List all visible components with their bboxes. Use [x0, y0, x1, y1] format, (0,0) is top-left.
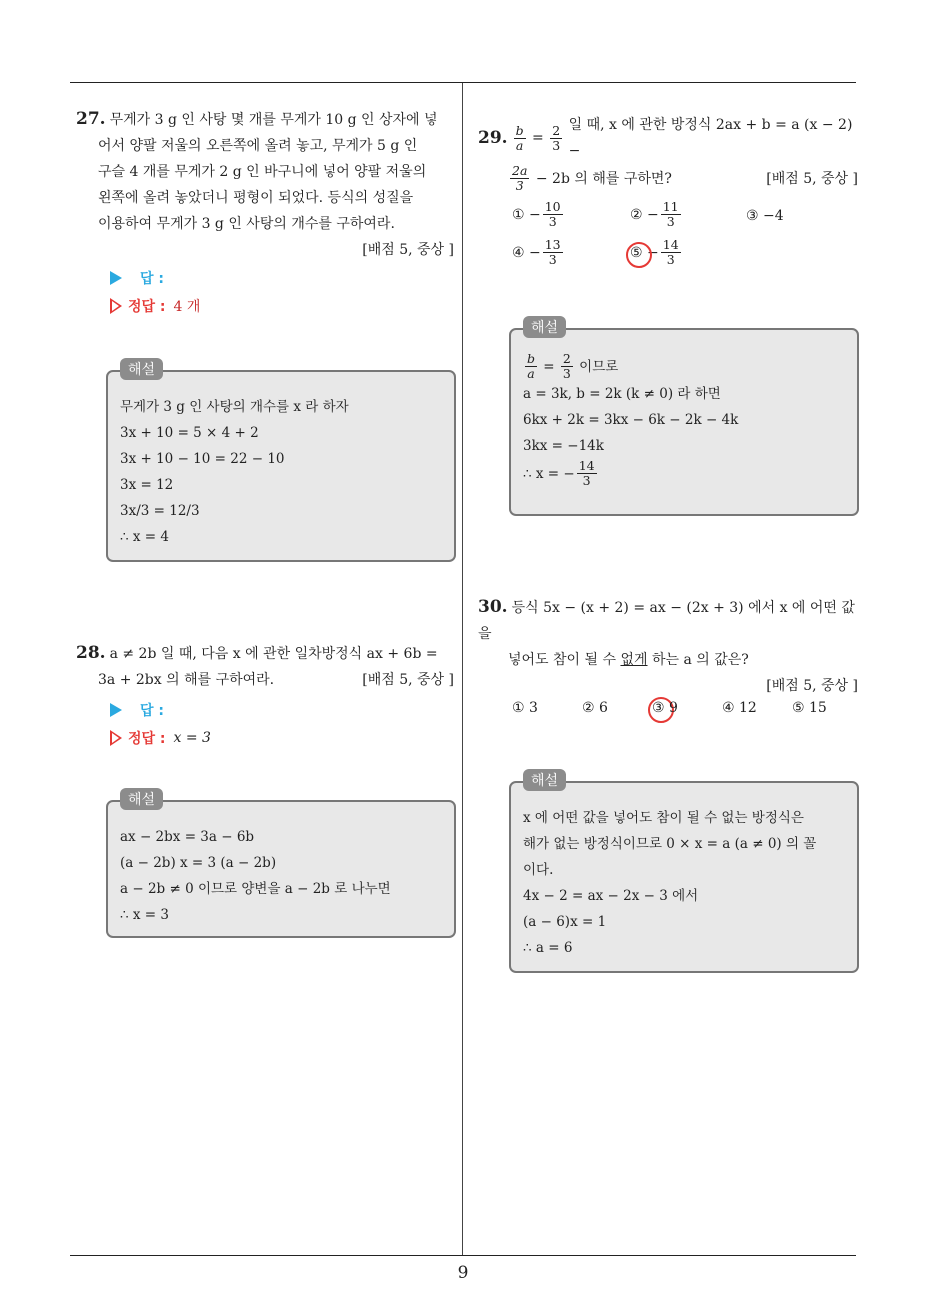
solution-line: 해가 없는 방정식이므로 0 × x = a (a ≠ 0) 의 꼴: [523, 836, 817, 852]
solution-tag: 해설: [523, 316, 566, 338]
choice-2[interactable]: ② − $\frac{11}{3}$: [630, 199, 679, 229]
solution-line: ax − 2bx = 3a − 6b: [120, 829, 255, 845]
solution-box: 해설 $\frac{b}{a}$ = $\frac{2}{3}$ 이므로 a = 3k, b = 2k (k ≠ 0) 라 하면 6kx + 2k = 3kx − 6k − 2k − 4k 3kx = −14k ∴ x = − $\frac{14}{3}$: [509, 328, 859, 516]
solution-box: [106, 792, 456, 938]
solution-line: x 에 어떤 값을 넣어도 참이 될 수 없는 방정식은: [523, 810, 804, 826]
fraction-2-over-3: $\frac{2}{3}$: [552, 122, 561, 153]
solution-line: 3x + 10 − 10 = 22 − 10: [120, 451, 285, 467]
fraction-2a-over-3: $\frac{2a}{3}$: [512, 163, 528, 193]
solution-line: 무게가 3 g 인 사탕의 개수를 x 라 하자: [120, 399, 349, 415]
answer-row: [110, 700, 164, 720]
question-number: 28.: [76, 643, 106, 663]
question-text: 어서 양팔 저울의 오른쪽에 올려 놓고, 무게가 5 g 인: [98, 138, 418, 154]
points-label: [배점 5, 중상 ]: [362, 672, 454, 688]
solution-line: 3x/3 = 12/3: [120, 503, 200, 519]
correct-answer-label: 정답 :: [128, 731, 166, 747]
solution-line: 3x = 12: [120, 477, 174, 493]
choice-1[interactable]: ① 3: [512, 700, 538, 716]
question-27: [76, 106, 454, 263]
choice-5[interactable]: ⑤ 15: [792, 700, 827, 716]
question-number: 30.: [478, 597, 508, 617]
question-28: [76, 640, 454, 693]
play-outline-icon: [110, 730, 122, 746]
top-rule: [70, 82, 856, 83]
choice-4[interactable]: ④ − $\frac{13}{3}$: [512, 237, 561, 267]
question-number: 27.: [76, 109, 106, 129]
solution-line: 이다.: [523, 862, 554, 878]
column-divider: [462, 83, 463, 1255]
bottom-rule: [70, 1255, 856, 1256]
choice-1[interactable]: ① − $\frac{10}{3}$: [512, 199, 561, 229]
question-number: 29.: [478, 128, 508, 148]
question-text: 이용하여 무게가 3 g 인 사탕의 개수를 구하여라.: [98, 216, 395, 232]
question-text: 3a + 2bx 의 해를 구하여라.: [98, 672, 275, 688]
choice-3[interactable]: ③ 9: [652, 700, 678, 716]
answer-label: 답 :: [140, 703, 164, 719]
choices-30: [512, 700, 852, 730]
answer-row: [110, 268, 164, 288]
solution-line: 3kx = −14k: [523, 438, 604, 454]
solution-line: 6kx + 2k = 3kx − 6k − 2k − 4k: [523, 412, 739, 428]
choice-5[interactable]: ⑤ − $\frac{14}{3}$: [630, 238, 683, 267]
points-label: [배점 5, 중상 ]: [362, 242, 454, 258]
points-label: [배점 5, 중상 ]: [766, 678, 858, 694]
choice-4[interactable]: ④ 12: [722, 700, 757, 716]
question-text: 무게가 3 g 인 사탕 몇 개를 무게가 10 g 인 상자에 넣: [109, 112, 438, 128]
choice-2[interactable]: ② 6: [582, 700, 608, 716]
question-29: 29. $\frac{b}{a}$ = $\frac{2}{3}$ 일 때, x 에 관한 방정식 2ax + b = a (x − 2) − $\frac{2a}{3}$ − 2b 의 해를 구하면? [배점 5, 중상 ]: [478, 112, 858, 193]
solution-line: a = 3k, b = 2k (k ≠ 0) 라 하면: [523, 386, 721, 402]
question-text: 하는 a 의 값은?: [647, 652, 749, 668]
answer-label: 답 :: [140, 271, 164, 287]
solution-line: (a − 6)x = 1: [523, 914, 607, 930]
question-30: [478, 594, 858, 699]
play-outline-icon: [110, 298, 122, 314]
play-filled-icon: [110, 703, 122, 717]
solution-line: 4x − 2 = ax − 2x − 3 에서: [523, 888, 699, 904]
solution-line: a − 2b ≠ 0 이므로 양변을 a − 2b 로 나누면: [120, 881, 391, 897]
question-text: 구슬 4 개를 무게가 2 g 인 바구니에 넣어 양팔 저울의: [98, 164, 427, 180]
correct-answer-value: x = 3: [173, 730, 211, 746]
choice-3[interactable]: ③ −4: [746, 208, 784, 224]
fraction-b-over-a: $\frac{b}{a}$: [515, 122, 524, 153]
correct-answer-label: 정답 :: [128, 299, 166, 315]
solution-line: 3x + 10 = 5 × 4 + 2: [120, 425, 259, 441]
solution-tag: 해설: [120, 788, 163, 810]
solution-line: ∴ x = 3: [120, 907, 169, 923]
solution-line: (a − 2b) x = 3 (a − 2b): [120, 855, 277, 871]
solution-box: [106, 362, 456, 562]
question-text: a ≠ 2b 일 때, 다음 x 에 관한 일차방정식 ax + 6b =: [109, 646, 438, 662]
play-filled-icon: [110, 271, 122, 285]
correct-answer-row: [110, 728, 211, 748]
question-text: 일 때, x 에 관한 방정식 2ax + b = a (x − 2) −: [568, 117, 853, 159]
solution-tag: 해설: [120, 358, 163, 380]
solution-tag: 해설: [523, 769, 566, 791]
question-text: 넣어도 참이 될 수: [508, 652, 621, 668]
solution-line: ∴ a = 6: [523, 940, 573, 956]
correct-answer-value: 4 개: [173, 299, 201, 315]
underlined-word: 없게: [620, 652, 648, 668]
solution-box: [509, 773, 859, 973]
selected-circle-mark: [626, 242, 652, 268]
question-text: 왼쪽에 올려 놓았더니 평형이 되었다. 등식의 성질을: [98, 190, 414, 206]
solution-line: ∴ x = 4: [120, 529, 169, 545]
question-text: 등식 5x − (x + 2) = ax − (2x + 3) 에서 x 에 어떤 값을: [478, 600, 855, 642]
choices-29: [512, 200, 852, 280]
correct-answer-row: [110, 296, 200, 316]
question-text: − 2b 의 해를 구하면?: [535, 170, 672, 187]
page-number: 9: [457, 1263, 469, 1283]
points-label: [배점 5, 중상 ]: [766, 170, 858, 187]
